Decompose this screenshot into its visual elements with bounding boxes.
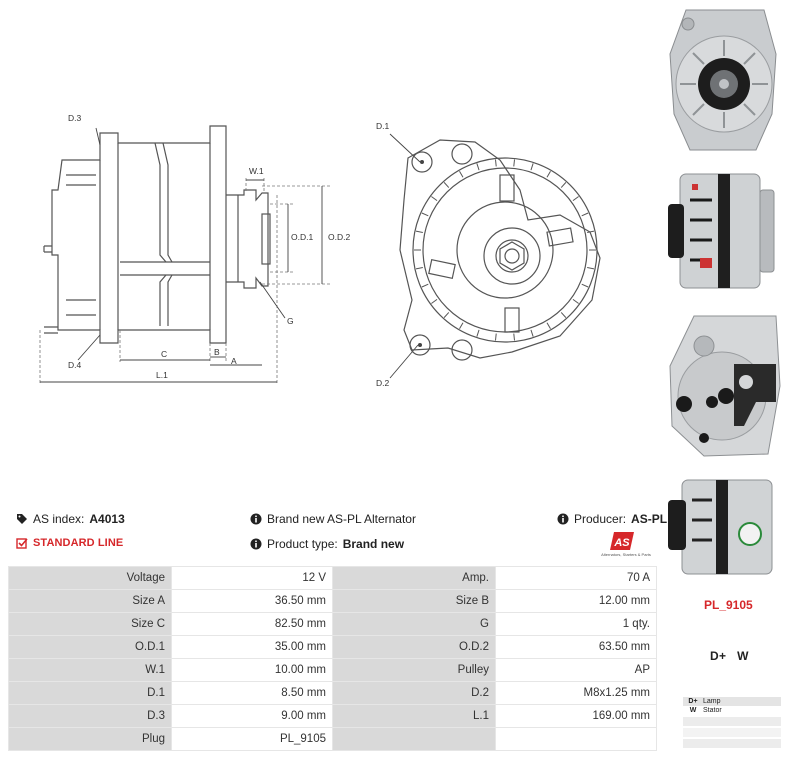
vent-slot [547, 323, 551, 329]
spec-table [8, 566, 657, 751]
info-icon [250, 538, 262, 550]
spec-label [333, 728, 496, 751]
product-type-label: Product type: [267, 537, 338, 551]
spec-value: PL_9105 [172, 728, 333, 751]
spec-value: 36.50 mm [172, 590, 333, 613]
pin-desc: Lamp [703, 698, 721, 705]
vent-slot [582, 284, 588, 287]
spec-value: 9.00 mm [172, 705, 333, 728]
spec-value: 8.50 mm [172, 682, 333, 705]
spec-value: 12 V [172, 567, 333, 590]
vent-slot [561, 312, 566, 317]
spec-row [9, 728, 657, 751]
spec-value: 35.00 mm [172, 636, 333, 659]
as-index-label: AS index: [33, 512, 85, 526]
vent-slot [495, 159, 496, 166]
product-type [250, 537, 404, 551]
label-a: A [231, 356, 237, 366]
vent-slot [444, 312, 449, 317]
vent-slot [460, 171, 464, 177]
spec-value: 70 A [496, 567, 657, 590]
product-photo-front [664, 4, 784, 154]
label-b: B [214, 347, 220, 357]
plug-terminals: D+ W [710, 649, 749, 663]
vent-slot [495, 334, 496, 341]
vent-slot [587, 267, 594, 268]
spec-label: Size C [9, 613, 172, 636]
standard-line-label: STANDARD LINE [33, 537, 124, 549]
product-photo-top [664, 470, 784, 580]
spec-row [9, 682, 657, 705]
svg-text:AS: AS [614, 537, 630, 549]
spec-value: 10.00 mm [172, 659, 333, 682]
spec-label: O.D.1 [9, 636, 172, 659]
description-text: Brand new AS-PL Alternator [267, 512, 416, 526]
spec-label: D.1 [9, 682, 172, 705]
spec-value: 82.50 mm [172, 613, 333, 636]
label-w1: W.1 [249, 166, 264, 176]
vent-slot [422, 213, 428, 216]
spec-label: L.1 [333, 705, 496, 728]
spec-row [9, 613, 657, 636]
spec-row [9, 567, 657, 590]
vent-slot [444, 182, 449, 187]
spec-row [9, 659, 657, 682]
tag-icon [16, 513, 28, 525]
pin-row [683, 697, 781, 706]
vent-slot [531, 330, 533, 337]
vent-slot [422, 284, 428, 287]
checkbox-icon [16, 537, 28, 549]
vent-slot [561, 182, 566, 187]
pin-row-empty [683, 739, 781, 748]
pin-desc: Stator [703, 707, 722, 714]
spec-row [9, 590, 657, 613]
label-d1: D.1 [376, 121, 390, 131]
spec-value: M8x1.25 mm [496, 682, 657, 705]
spec-label: Voltage [9, 567, 172, 590]
vent-slot [477, 163, 479, 170]
label-d3: D.3 [68, 113, 82, 123]
side-view-body [52, 126, 226, 343]
label-d4: D.4 [68, 360, 82, 370]
vent-slot [431, 197, 437, 201]
label-l1: L.1 [156, 370, 168, 380]
svg-text:Alternators, Starters & Parts: Alternators, Starters & Parts [601, 552, 651, 557]
producer-label: Producer: [574, 512, 627, 526]
plug-pin-table [683, 697, 781, 748]
pin-key: D+ [688, 698, 698, 705]
pin-row [683, 706, 781, 715]
info-icon [557, 513, 569, 525]
info-icon [250, 513, 262, 525]
spec-label: Size A [9, 590, 172, 613]
spec-value [496, 728, 657, 751]
spec-label: Plug [9, 728, 172, 751]
label-g: G [287, 316, 294, 326]
vent-slot [460, 323, 464, 329]
spec-label: Size B [333, 590, 496, 613]
spec-label: W.1 [9, 659, 172, 682]
vent-slot [573, 299, 579, 303]
spec-label: D.3 [9, 705, 172, 728]
vent-slot [477, 330, 479, 337]
as-index [16, 512, 125, 526]
standard-line [16, 537, 123, 549]
product-type-value: Brand new [342, 537, 405, 551]
pin-row-empty [683, 728, 781, 737]
vent-slot [514, 159, 515, 166]
as-index-value: A4013 [89, 512, 125, 526]
spec-row [9, 636, 657, 659]
spec-value: 63.50 mm [496, 636, 657, 659]
vent-slot [582, 213, 588, 216]
product-photo-rear [664, 306, 784, 464]
spec-value: 12.00 mm [496, 590, 657, 613]
producer-value: AS-PL [631, 512, 668, 526]
label-c: C [161, 349, 168, 359]
description [250, 512, 416, 526]
vent-slot [531, 163, 533, 170]
plug-code: PL_9105 [704, 598, 753, 612]
product-photo-side [664, 160, 784, 302]
label-od1: O.D.1 [291, 232, 314, 242]
spec-value: 1 qty. [496, 613, 657, 636]
spec-label: Pulley [333, 659, 496, 682]
vent-slot [547, 171, 551, 177]
spec-label: D.2 [333, 682, 496, 705]
pin-row-empty [683, 717, 781, 726]
vent-slot [431, 299, 437, 303]
vent-slot [416, 231, 423, 232]
vent-slot [573, 197, 579, 201]
spec-label: O.D.2 [333, 636, 496, 659]
label-od2: O.D.2 [328, 232, 351, 242]
spec-row [9, 705, 657, 728]
spec-value: 169.00 mm [496, 705, 657, 728]
pin-key: W [689, 707, 697, 714]
producer [557, 512, 667, 526]
vent-slot [514, 334, 515, 341]
spec-value: AP [496, 659, 657, 682]
label-d2: D.2 [376, 378, 390, 388]
as-pl-logo [596, 530, 658, 558]
spec-label: Amp. [333, 567, 496, 590]
spec-label: G [333, 613, 496, 636]
vent-slot [416, 267, 423, 268]
